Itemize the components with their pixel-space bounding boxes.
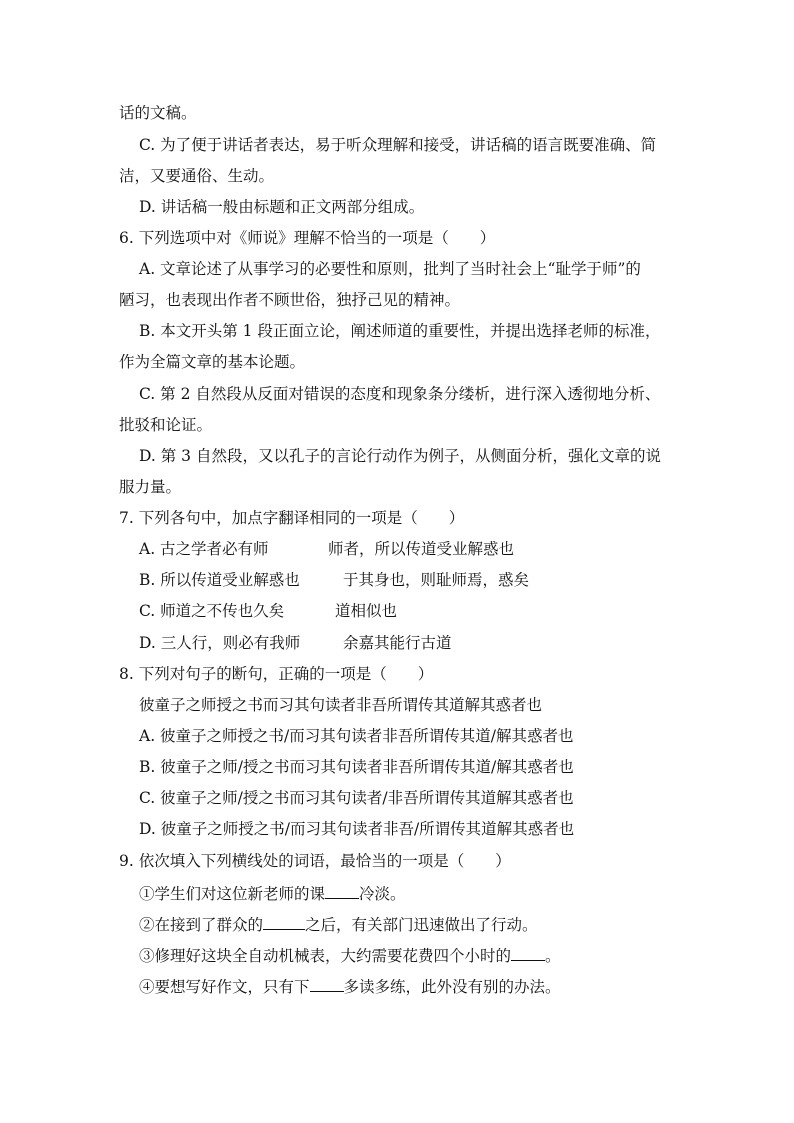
- question-6: 6. 下列选项中对《师说》理解不恰当的一项是（ ）: [119, 229, 496, 247]
- text-line: 批驳和论证。: [119, 416, 213, 434]
- text-line: 服力量。: [119, 478, 182, 496]
- option-d-pair: 余嘉其能行古道: [343, 634, 452, 652]
- fill-item-text: ③修理好这块全自动机械表，大约需要花费四个小时的: [139, 947, 512, 965]
- text-line: 话的文稿。: [119, 104, 197, 122]
- fill-item-3: [139, 944, 561, 966]
- option-b: B. 彼童子之师/授之书而习其句读者非吾所谓传其道/解其惑者也: [139, 758, 574, 776]
- option-a: A. 文章论述了从事学习的必要性和原则，批判了当时社会上“耻学于师”的: [139, 260, 641, 278]
- fill-item-2: [139, 913, 538, 935]
- option-b: B. 本文开头第 1 段正面立论，阐述师道的重要性，并提出选择老师的标准，: [139, 322, 661, 340]
- question-8: 8. 下列对句子的断句，正确的一项是（ ）: [119, 665, 434, 683]
- fill-item-text: 。: [545, 947, 561, 965]
- option-b: B. 所以传道受业解惑也: [139, 571, 300, 589]
- option-a: A. 彼童子之师授之书/而习其句读者非吾所谓传其道/解其惑者也: [139, 727, 574, 745]
- answer-blank: [263, 913, 305, 930]
- option-d: D. 三人行，则必有我师: [139, 634, 301, 652]
- text-line: 作为全篇文章的基本论题。: [119, 353, 306, 371]
- option-c: C. 彼童子之师/授之书而习其句读者/非吾所谓传其道解其惑者也: [139, 789, 574, 807]
- text-line: 陋习，也表现出作者不顾世俗，独抒己见的精神。: [119, 291, 461, 309]
- option-d: D. 彼童子之师授之书/而习其句读者非吾/所谓传其道解其惑者也: [139, 820, 575, 838]
- fill-item-1: [139, 882, 406, 904]
- fill-item-text: ②在接到了群众的: [139, 916, 264, 934]
- option-c: C. 第 2 自然段从反面对错误的态度和现象条分缕析，进行深入透彻地分析、: [139, 385, 661, 403]
- fill-item-text: 冷淡。: [359, 885, 406, 903]
- question-9: 9. 依次填入下列横线处的词语，最恰当的一项是（ ）: [119, 852, 511, 870]
- fill-item-4: [139, 975, 561, 997]
- option-c: C. 为了便于讲话者表达，易于听众理解和接受，讲话稿的语言既要准确、简: [139, 136, 657, 154]
- option-c-pair: 道相似也: [335, 602, 398, 620]
- option-d: D. 第 3 自然段，又以孔子的言论行动作为例子，从侧面分析，强化文章的说: [139, 447, 661, 465]
- fill-item-text: ①学生们对这位新老师的课: [139, 885, 326, 903]
- answer-blank: [310, 975, 344, 992]
- option-d: D. 讲话稿一般由标题和正文两部分组成。: [139, 198, 425, 216]
- source-sentence: 彼童子之师授之书而习其句读者非吾所谓传其道解其惑者也: [139, 696, 543, 714]
- fill-item-text: 之后，有关部门迅速做出了行动。: [305, 916, 538, 934]
- text-line: 洁，又要通俗、生动。: [119, 167, 275, 185]
- answer-blank: [511, 944, 545, 961]
- fill-item-text: ④要想写好作文，只有下: [139, 978, 310, 996]
- fill-item-text: 多读多练，此外没有别的办法。: [343, 978, 561, 996]
- option-a: A. 古之学者必有师: [139, 540, 269, 558]
- option-a-pair: 师者，所以传道受业解惑也: [328, 540, 515, 558]
- question-7: 7. 下列各句中，加点字翻译相同的一项是（ ）: [119, 509, 465, 527]
- option-b-pair: 于其身也，则耻师焉，惑矣: [343, 571, 530, 589]
- option-c: C. 师道之不传也久矣: [139, 602, 285, 620]
- answer-blank: [325, 882, 359, 899]
